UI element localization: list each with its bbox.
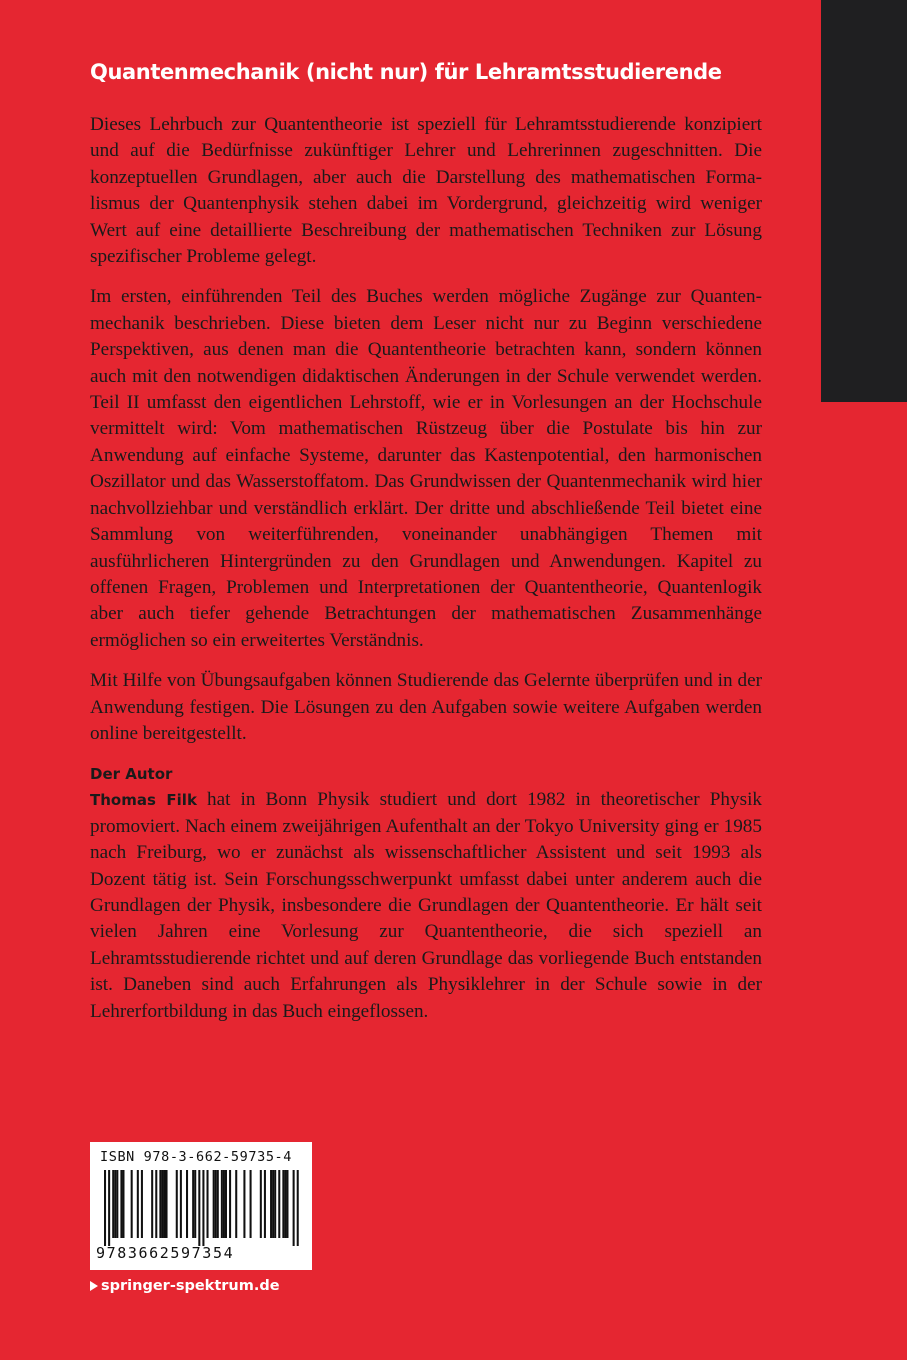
barcode-bar: [112, 1170, 114, 1238]
barcode-bar: [120, 1170, 122, 1238]
publisher-url-text: springer-spektrum.de: [101, 1278, 280, 1294]
barcode-bars: [96, 1170, 306, 1246]
barcode-bar: [198, 1170, 200, 1246]
barcode-bar: [286, 1170, 288, 1238]
barcode-bar: [137, 1170, 139, 1238]
barcode-bar: [104, 1170, 106, 1246]
author-bio-text: hat in Bonn Physik studiert und dort 1982 in theoretischer Physik promoviert. Nach einem zweijährigen Aufenthalt an der Tokyo University ging er 1985 nach Freiburg, wo er zunächst als wissenschaftlicher Assistent und seit 1993 als Dozent tätig ist. Sein Forschungsschwerpunkt umfasst dabei unter anderem auch die Grundlagen der Physik, insbesondere die Grundlagen der Quantentheorie. Er hält seit vielen Jahren eine Vorlesung zur Quantentheorie, die sich speziell an Lehramtsstudierende richtet und auf deren Grundlage das vorliegende Buch entstanden ist. Daneben sind auch Erfahrungen als Physiklehrer in der Schule sowie in der Lehrerfortbildung in das Buch eingeflossen.: [90, 789, 762, 1022]
isbn-label: ISBN 978-3-662-59735-4: [100, 1149, 293, 1165]
barcode-bar: [131, 1170, 133, 1238]
barcode-bar: [260, 1170, 262, 1238]
barcode-bar: [272, 1170, 274, 1238]
barcode-bar: [159, 1170, 161, 1238]
barcode-bar: [215, 1170, 217, 1238]
barcode-bar: [116, 1170, 118, 1238]
barcode-bar: [122, 1170, 124, 1238]
barcode-bar: [163, 1170, 165, 1238]
ean-digits: 9783662597354: [96, 1244, 235, 1262]
barcode-bar: [217, 1170, 219, 1238]
barcode-bar: [223, 1170, 225, 1238]
barcode-bar: [274, 1170, 276, 1238]
barcode-bar: [284, 1170, 286, 1238]
blurb-paragraph-1: Dieses Lehrbuch zur Quantentheorie ist speziell für Lehramtsstudierende konzipiert und auf die Bedürfnisse zukünftiger Lehrer und Lehrerinnen zugeschnitten. Die konzeptuellen Grundlagen, aber auch die Darstellung des mathematischen Formalismus der Quantenphysik stehen dabei im Vordergrund, gleichzeitig wird weniger Wert auf eine detaillierte Beschreibung der mathematischen Techniken zur Lösung spezifischer Probleme gelegt.: [90, 114, 762, 268]
arrow-right-icon: [90, 1281, 98, 1291]
barcode-bar: [229, 1170, 231, 1238]
barcode-bar: [250, 1170, 252, 1238]
barcode-bar: [161, 1170, 163, 1238]
barcode-bar: [166, 1170, 168, 1238]
barcode-bar: [207, 1170, 209, 1238]
barcode-bar: [202, 1170, 204, 1246]
author-heading: Der Autor: [90, 765, 173, 784]
barcode-bar: [270, 1170, 272, 1238]
book-title: Quantenmechanik (nicht nur) für Lehramtsstudierende: [90, 60, 722, 84]
barcode-bar: [192, 1170, 194, 1238]
barcode-bar: [225, 1170, 227, 1238]
barcode-bar: [221, 1170, 223, 1238]
barcode-bar: [151, 1170, 153, 1238]
barcode-bar: [243, 1170, 245, 1238]
publisher-url[interactable]: [90, 1278, 280, 1294]
barcode-bar: [293, 1170, 295, 1246]
barcode-bar: [186, 1170, 188, 1238]
back-cover-text: [90, 60, 762, 1039]
isbn-barcode: [90, 1142, 312, 1270]
barcode-bar: [141, 1170, 143, 1238]
barcode-bar: [194, 1170, 196, 1238]
spine-strip: [821, 0, 907, 402]
barcode-bar: [108, 1170, 110, 1246]
barcode-bar: [264, 1170, 266, 1238]
author-name: Thomas Filk: [90, 791, 197, 810]
barcode-bar: [114, 1170, 116, 1238]
barcode-bar: [282, 1170, 284, 1238]
barcode-bar: [176, 1170, 178, 1238]
barcode-bar: [213, 1170, 215, 1238]
barcode-bar: [297, 1170, 299, 1246]
barcode-bar: [180, 1170, 182, 1238]
author-bio: [90, 787, 762, 1025]
barcode-bar: [278, 1170, 280, 1238]
blurb-paragraph-2: Im ersten, einführenden Teil des Buches werden mögliche Zugänge zur Quantenmechanik beschrieben. Diese bieten dem Leser nicht nur zu Beginn verschiedene Perspektiven, aus denen man die Quantentheorie betrachten kann, sondern können auch mit den notwendigen didaktischen Änderungen in der Schule verwendet werden. Teil II umfasst den eigentlichen Lehrstoff, wie er in Vorlesungen an der Hochschule vermittelt wird: Vom mathematischen Rüstzeug über die Postulate bis hin zur Anwendung auf einfache Systeme, darunter das Kastenpotential, den harmonischen Oszillator und das Wasserstoffatom. Das Grundwissen der Quantenmechanik wird hier nachvollziehbar und verständlich erklärt. Der dritte und abschließende Teil bietet eine Sammlung von weiterführenden, voneinander unabhängigen Themen mit ausführlicheren Hintergründen zu den Grundlagen und Anwendungen. Kapitel zu offenen Fragen, Problemen und Interpretationen der Quantentheorie, Quantenlogik aber auch tiefer gehende Betrachtungen der mathematischen Zusammenhänge ermöglichen so ein erweitertes Verständnis.: [90, 286, 762, 651]
blurb-paragraph-3: Mit Hilfe von Übungsaufgaben können Studierende das Gelernte überprüfen und in der Anwendung festigen. Die Lösungen zu den Aufgaben sowie weitere Aufgaben werden online bereitgestellt.: [90, 670, 762, 744]
barcode-bar: [155, 1170, 157, 1238]
barcode-bar: [235, 1170, 237, 1238]
